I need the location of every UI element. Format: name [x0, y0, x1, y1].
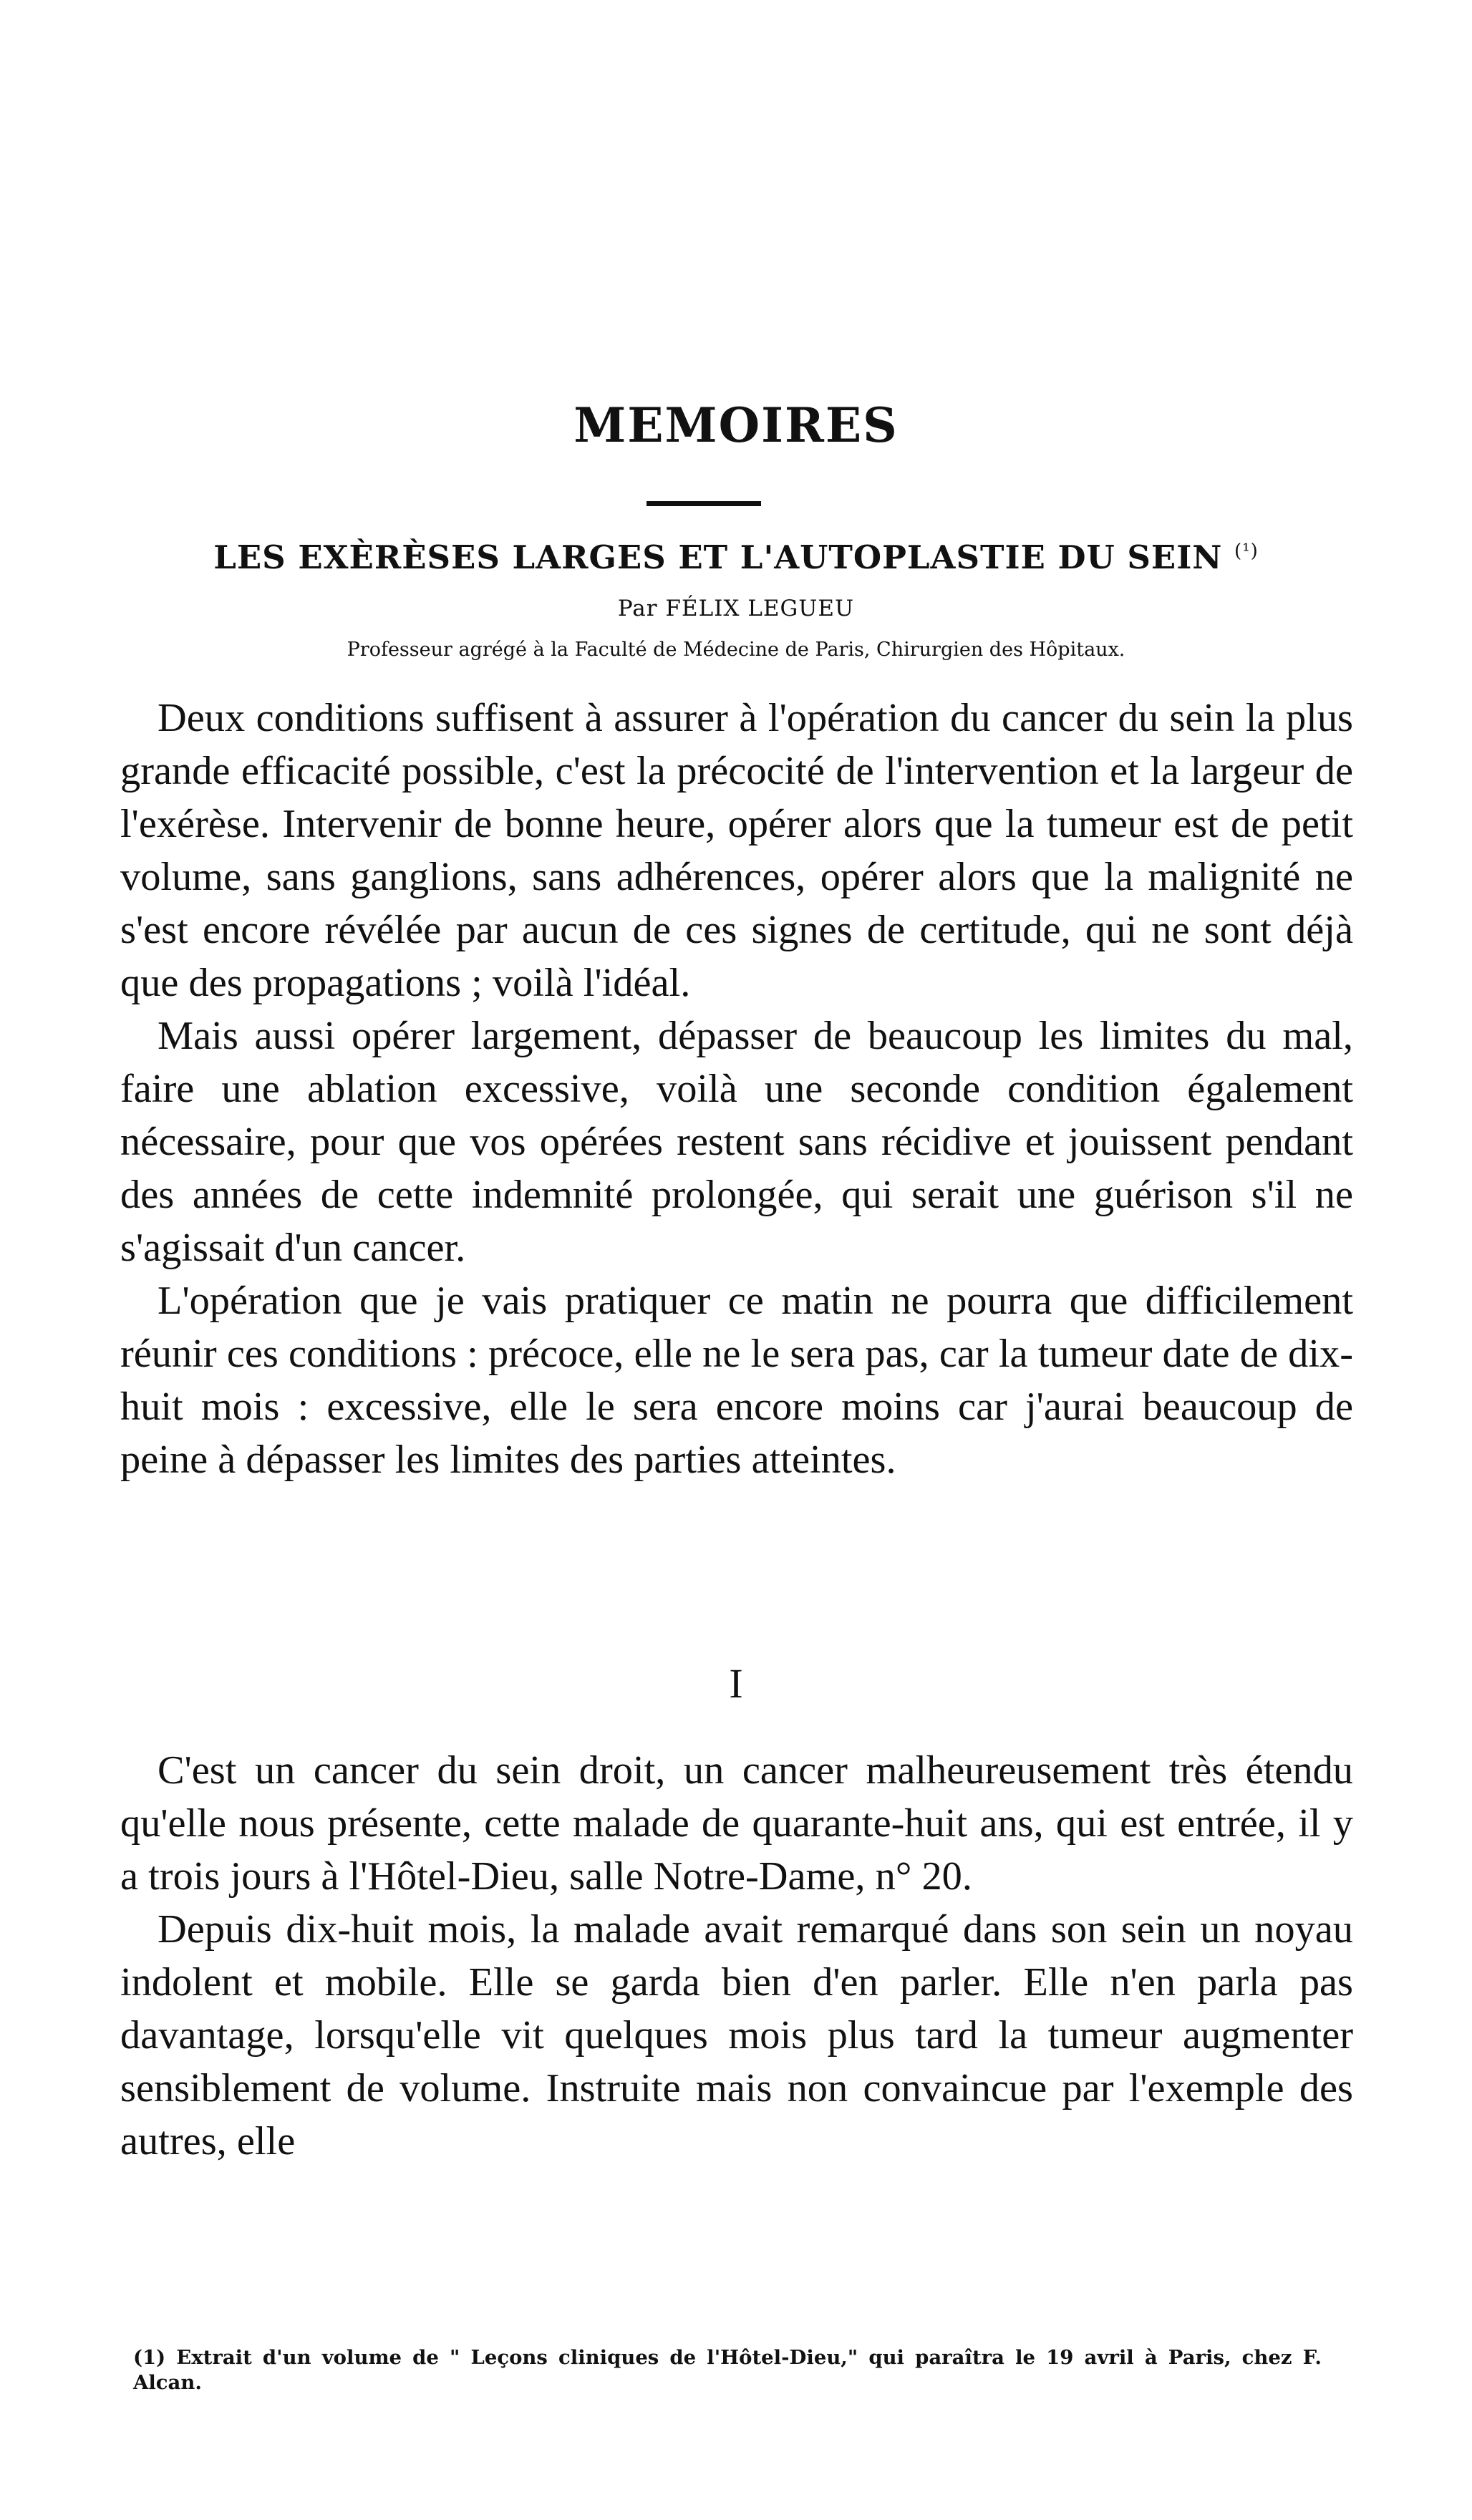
intro-text: [120, 692, 1353, 1486]
paragraph: Deux conditions suffisent à assurer à l'opération du cancer du sein la plus grande efficacité possible, c'est la précocité de l'intervention et la largeur de l'exérèse. Intervenir de bonne heure, opérer alors que la tumeur est de petit volume, sans ganglions, sans adhérences, opérer alors que la malignité ne s'est encore révélée par aucun de ces signes de certitude, qui ne sont déjà que des propagations ; voilà l'idéal.: [120, 696, 1353, 1005]
section-text: [120, 1744, 1353, 2168]
author-affiliation: Professeur agrégé à la Faculté de Médecine de Paris, Chirurgien des Hôpitaux.: [347, 639, 1125, 661]
page-title: MEMOIRES: [573, 397, 899, 453]
author-line: Par FÉLIX LEGUEU: [617, 596, 855, 621]
paragraph: L'opération que je vais pratiquer ce matin ne pourra que difficilement réunir ces conditions : précoce, elle ne le sera pas, car la tumeur date de dix-huit mois : excessive, elle le sera encore moins car j'aurai beaucoup de peine à dépasser les limites des parties atteintes.: [120, 1279, 1353, 1482]
paragraph: Mais aussi opérer largement, dépasser de beaucoup les limites du mal, faire une ablation excessive, voilà une seconde condition également nécessaire, pour que vos opérées restent sans récidive et jouissent pendant des années de cette indemnité prolongée, qui serait une guérison s'il ne s'agissait d'un cancer.: [120, 1014, 1353, 1270]
footnote: (1) Extrait d'un volume de " Leçons cliniques de l'Hôtel-Dieu," qui paraîtra le 19 avril à Paris, chez F. Alcan.: [133, 2346, 1322, 2394]
section-number: I: [729, 1660, 743, 1707]
article-title-text: LES EXÈRÈSES LARGES ET L'AUTOPLASTIE DU SEIN: [213, 538, 1223, 576]
paragraph: C'est un cancer du sein droit, un cancer malheureusement très étendu qu'elle nous présente, cette malade de quarante-huit ans, qui est entrée, il y a trois jours à l'Hôtel-Dieu, salle Notre-Dame, n° 20.: [120, 1748, 1353, 1899]
title-rule: [647, 501, 761, 506]
article-title: [0, 538, 1472, 576]
footnote-marker: (¹): [1234, 541, 1259, 562]
paragraph: Depuis dix-huit mois, la malade avait remarqué dans son sein un noyau indolent et mobile. Elle se garda bien d'en parler. Elle n'en parla pas davantage, lorsqu'elle vit quelques mois plus tard la tumeur augmenter sensiblement de volume. Instruite mais non convaincue par l'exemple des autres, elle: [120, 1907, 1353, 2163]
